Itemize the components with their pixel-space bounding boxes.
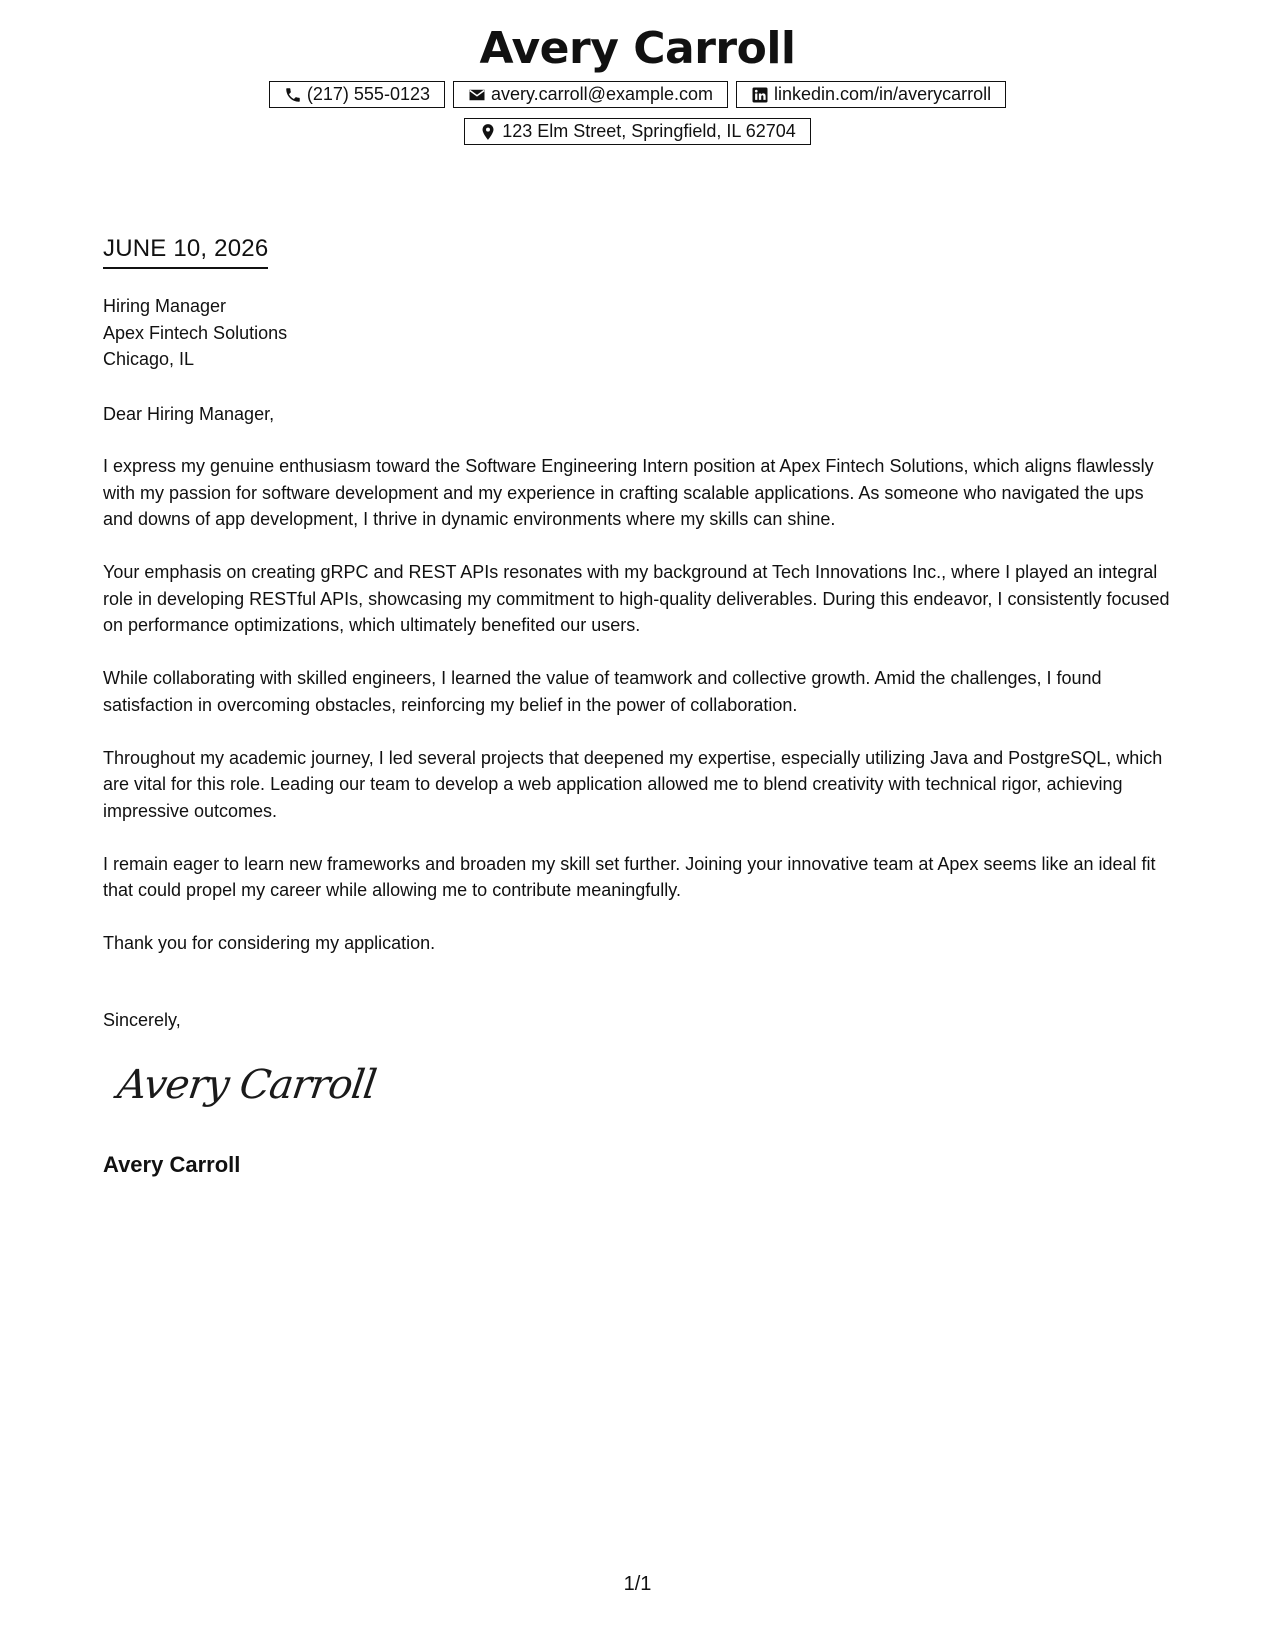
body-paragraph-2: Your emphasis on creating gRPC and REST APIs resonates with my background at Tech Innovations Inc., where I played an integral role in developing RESTful APIs, showcasing my commitment to high-quality deliverables. During this endeavor, I consistently focused on performance optimizations, which ultimately benefited our users.: [103, 562, 1170, 635]
signer-name: Avery Carroll: [103, 1152, 241, 1177]
body-paragraph-1: I express my genuine enthusiasm toward the Software Engineering Intern position at Apex Fintech Solutions, which aligns flawlessly with my passion for software development and my experience in crafting scalable applications. As someone who navigated the ups and downs of app development, I thrive in dynamic environments where my skills can shine.: [103, 456, 1154, 529]
linkedin-icon: [751, 86, 769, 104]
recipient-company: Apex Fintech Solutions: [103, 322, 288, 343]
body-paragraph-4: Throughout my academic journey, I led several projects that deepened my expertise, especially utilizing Java and PostgreSQL, which are vital for this role. Leading our team to develop a web application allowed me to blend creativity with technical rigor, achieving impressive outcomes.: [103, 747, 1163, 821]
applicant-name: Avery Carroll: [479, 23, 796, 74]
address-contact: [464, 118, 811, 145]
body-paragraph-5: I remain eager to learn new frameworks and broaden my skill set further. Joining your innovative team at Apex seems like an ideal fit that could propel my career while allowing me to contribute meaningfully.: [103, 853, 1156, 900]
address-text: 123 Elm Street, Springfield, IL 62704: [502, 121, 796, 141]
envelope-icon: [468, 86, 486, 104]
salutation: Dear Hiring Manager,: [103, 404, 275, 424]
address-row: [0, 118, 1275, 145]
page-number: 1/1: [623, 1573, 652, 1595]
recipient-block: [103, 293, 287, 373]
body-paragraph-3: While collaborating with skilled engineers, I learned the value of teamwork and collective growth. Amid the challenges, I found satisfaction in overcoming obstacles, reinforcing my belief in the power of collaboration.: [103, 668, 1102, 715]
closing: Sincerely,: [103, 1010, 181, 1030]
email-text: avery.carroll@example.com: [490, 84, 713, 104]
linkedin-contact[interactable]: [736, 81, 1006, 108]
handwritten-signature: Avery Carroll: [114, 1062, 379, 1108]
email-contact[interactable]: [453, 81, 728, 108]
body-paragraph-6: Thank you for considering my application.: [103, 933, 436, 953]
phone-icon: [284, 86, 302, 104]
location-pin-icon: [479, 123, 497, 141]
recipient-location: Chicago, IL: [103, 349, 195, 369]
linkedin-text: linkedin.com/in/averycarroll: [774, 84, 992, 104]
contact-row: [0, 81, 1275, 108]
recipient-title: Hiring Manager: [103, 296, 227, 316]
phone-contact[interactable]: [269, 81, 445, 108]
letter-body: [103, 453, 1173, 983]
letter-date: JUNE 10, 2026: [103, 233, 268, 269]
phone-text: (217) 555-0123: [306, 84, 430, 104]
